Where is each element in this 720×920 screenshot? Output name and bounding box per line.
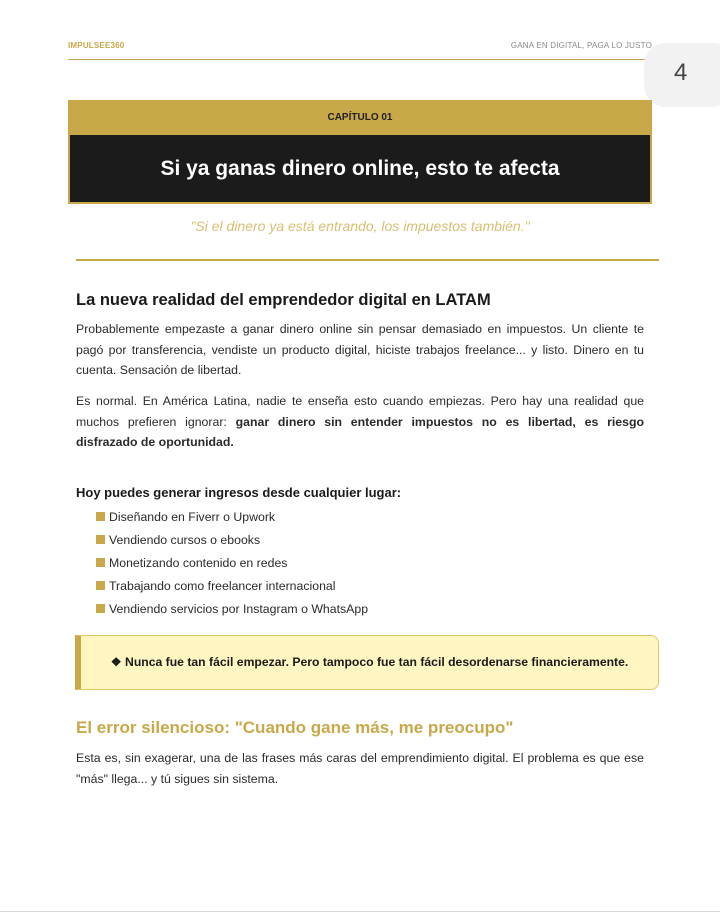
brand-name: IMPULSEE360 bbox=[68, 41, 125, 50]
bullet-square-icon bbox=[96, 535, 105, 544]
bullet-square-icon bbox=[96, 581, 105, 590]
list-item bbox=[96, 574, 368, 597]
income-list-title: Hoy puedes generar ingresos desde cualquier lugar: bbox=[76, 485, 402, 500]
paragraph: Esta es, sin exagerar, una de las frases más caras del emprendimiento digital. El problema es que ese "más" llega... y tú sigues sin sistema. bbox=[76, 751, 644, 786]
header-tagline: GANA EN DIGITAL, PAGA LO JUSTO bbox=[510, 41, 652, 50]
page-number-badge bbox=[644, 43, 720, 107]
section-title: La nueva realidad del emprendedor digital en LATAM bbox=[76, 291, 491, 309]
page-bottom-border bbox=[0, 911, 720, 912]
section-title-gold: El error silencioso: "Cuando gane más, me preocupo" bbox=[76, 718, 514, 737]
chapter-label: CAPÍTULO 01 bbox=[327, 112, 393, 123]
section-divider bbox=[76, 259, 659, 261]
chapter-title: Si ya ganas dinero online, esto te afecta bbox=[70, 135, 650, 202]
page-header bbox=[68, 41, 652, 60]
list-item-label: Trabajando como freelancer internacional bbox=[109, 578, 336, 593]
list-item-label: Vendiendo cursos o ebooks bbox=[109, 532, 261, 547]
list-item bbox=[96, 528, 368, 551]
callout-box bbox=[75, 635, 659, 690]
list-item bbox=[96, 551, 368, 574]
callout-text: Nunca fue tan fácil empezar. Pero tampoco fue tan fácil desordenarse financieramente. bbox=[125, 655, 629, 669]
list-item bbox=[96, 505, 368, 528]
list-item-label: Monetizando contenido en redes bbox=[109, 555, 288, 570]
list-item-label: Diseñando en Fiverr o Upwork bbox=[109, 509, 276, 524]
chapter-quote: "Si el dinero ya está entrando, los impuestos también." bbox=[190, 218, 530, 234]
paragraph-text: Es normal. En América Latina, nadie te enseña esto cuando empiezas. Pero hay una realidad que muchos prefieren ignorar: bbox=[76, 394, 644, 429]
chapter-banner bbox=[68, 100, 652, 204]
page-number: 4 bbox=[674, 59, 688, 86]
list-item-label: Vendiendo servicios por Instagram o WhatsApp bbox=[109, 601, 369, 616]
diamond-icon: ❖ bbox=[110, 655, 122, 669]
income-list bbox=[96, 505, 368, 620]
bullet-square-icon bbox=[96, 512, 105, 521]
list-item bbox=[96, 597, 368, 620]
paragraph-emphasis bbox=[76, 391, 644, 453]
bullet-square-icon bbox=[96, 604, 105, 613]
paragraph: Probablemente empezaste a ganar dinero online sin pensar demasiado en impuestos. Un cliente te pagó por transferencia, vendiste un producto digital, hiciste trabajos freelance... y listo. Dinero en tu cuenta. Sensación de libertad. bbox=[76, 322, 644, 377]
paragraph-bold-text: ganar dinero sin entender impuestos no es libertad, es riesgo disfrazado de oportunidad. bbox=[76, 414, 644, 449]
bullet-square-icon bbox=[96, 558, 105, 567]
